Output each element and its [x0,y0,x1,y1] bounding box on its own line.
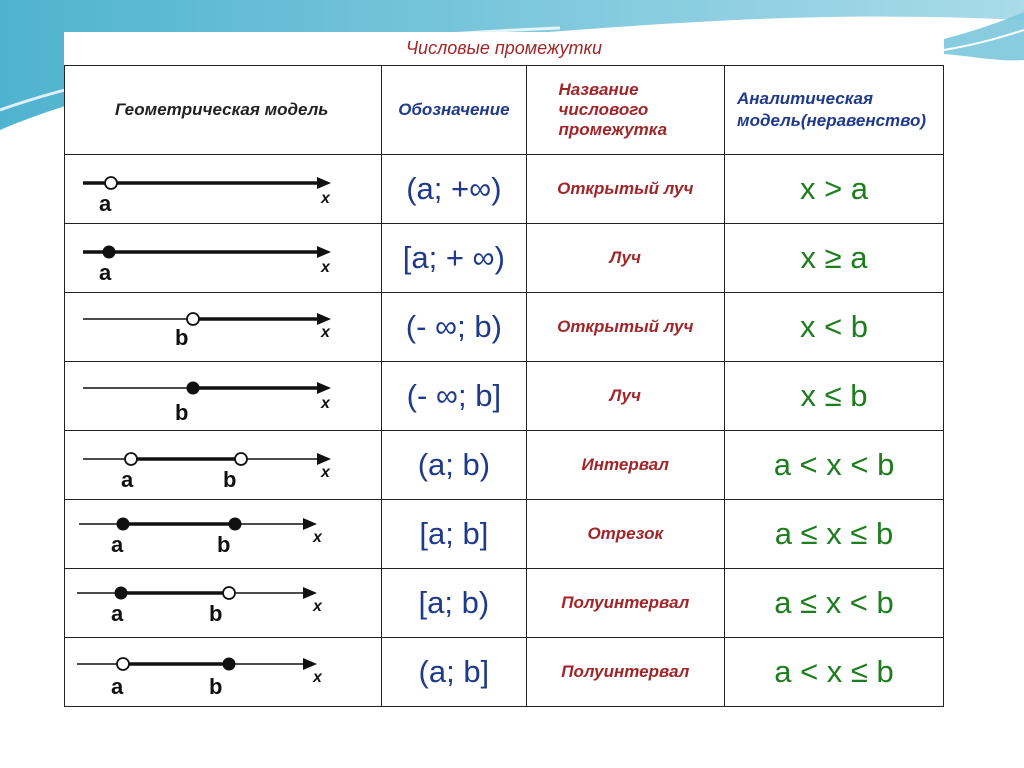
analytic-cell: x > a [725,155,944,224]
geometric-model-cell [65,638,382,707]
number-line-diagram [65,638,352,706]
table-row [65,431,944,500]
geometric-model-cell [65,569,382,638]
interval-name-cell: Луч [526,224,725,293]
point-label-a: a [99,260,112,285]
table-header-row [65,66,944,155]
point-label-b: b [209,601,223,626]
point-label-a: a [111,601,124,626]
open-point-b [223,587,235,599]
number-line-diagram [65,500,352,568]
slide-sheet [64,32,944,704]
axis-arrow [317,382,331,394]
axis-label-x: x [321,464,330,481]
analytic-cell: x ≤ b [725,362,944,431]
table-row [65,569,944,638]
geometric-model-cell [65,155,382,224]
number-line-diagram [65,293,352,361]
table-row [65,224,944,293]
number-line-diagram [65,362,352,430]
header-analytic-model: Аналитическая модель(неравенство) [725,66,944,155]
open-point-b [187,313,199,325]
closed-point-b [229,518,242,531]
notation-cell: [a; b] [382,500,526,569]
point-label-a: a [111,532,124,557]
closed-point-a [117,518,130,531]
interval-name-cell: Отрезок [526,500,725,569]
header-geometric-model: Геометрическая модель [65,66,382,155]
header-interval-name: Название числового промежутка [526,66,725,155]
closed-point-b [187,382,200,395]
axis-arrow [317,177,331,189]
geometric-model-cell [65,431,382,500]
right-wave-decoration [940,12,1024,60]
axis-label-x: x [321,259,330,276]
analytic-cell: a < x < b [725,431,944,500]
number-line-diagram [65,431,352,499]
analytic-cell: a ≤ x < b [725,569,944,638]
open-point-a [125,453,137,465]
geometric-model-cell [65,500,382,569]
number-line-diagram [65,569,352,637]
table-row [65,155,944,224]
table-row [65,293,944,362]
closed-point-a [103,246,116,259]
number-line-diagram [65,224,352,292]
analytic-cell: a < x ≤ b [725,638,944,707]
axis-label-x: x [313,529,322,546]
notation-cell: [a; b) [382,569,526,638]
point-label-b: b [209,674,223,699]
notation-cell: (- ∞; b) [382,293,526,362]
open-point-b [235,453,247,465]
axis-label-x: x [313,669,322,686]
table-row [65,362,944,431]
analytic-cell: x ≥ a [725,224,944,293]
axis-label-x: x [321,190,330,207]
open-point-a [117,658,129,670]
page-title: Числовые промежутки [405,38,603,58]
table-row [65,500,944,569]
axis-label-x: x [321,324,330,341]
axis-label-x: x [313,598,322,615]
interval-name-cell: Интервал [526,431,725,500]
interval-name-cell: Открытый луч [526,155,725,224]
open-point-a [105,177,117,189]
point-label-a: a [121,467,134,492]
notation-cell: (a; b] [382,638,526,707]
intervals-table [64,65,944,707]
interval-name-cell: Полуинтервал [526,638,725,707]
number-line-diagram [65,155,352,223]
analytic-cell: x < b [725,293,944,362]
point-label-a: a [111,674,124,699]
point-label-b: b [175,400,189,425]
point-label-b: b [217,532,231,557]
point-label-b: b [223,467,237,492]
axis-arrow [317,246,331,258]
notation-cell: (- ∞; b] [382,362,526,431]
geometric-model-cell [65,224,382,293]
closed-point-b [223,658,236,671]
interval-name-cell: Открытый луч [526,293,725,362]
geometric-model-cell [65,362,382,431]
interval-name-cell: Луч [526,362,725,431]
notation-cell: (a; b) [382,431,526,500]
axis-label-x: x [321,395,330,412]
closed-point-a [115,587,128,600]
point-label-b: b [175,325,189,350]
analytic-cell: a ≤ x ≤ b [725,500,944,569]
notation-cell: [a; + ∞) [382,224,526,293]
notation-cell: (a; +∞) [382,155,526,224]
interval-name-cell: Полуинтервал [526,569,725,638]
table-row [65,638,944,707]
point-label-a: a [99,191,112,216]
geometric-model-cell [65,293,382,362]
header-notation: Обозначение [382,66,526,155]
